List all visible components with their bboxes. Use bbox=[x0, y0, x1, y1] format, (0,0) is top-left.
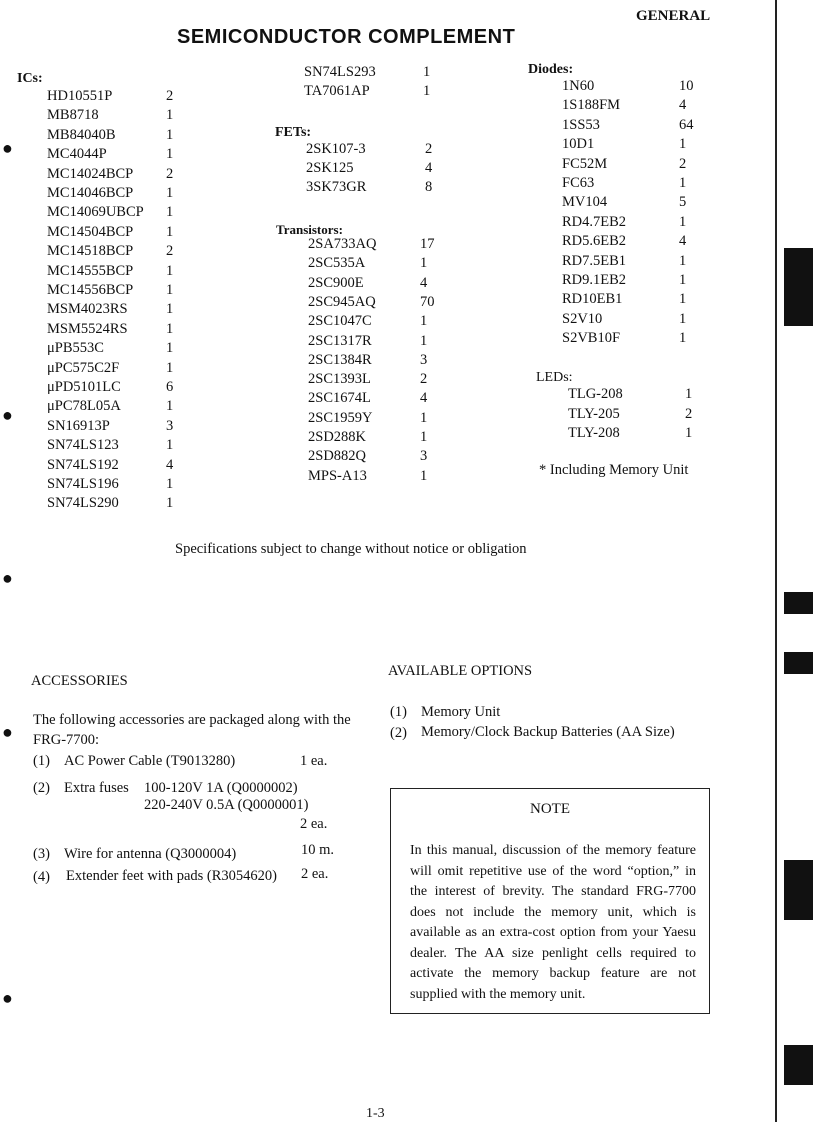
footnote: * Including Memory Unit bbox=[539, 462, 689, 478]
option-num: (2) bbox=[390, 725, 407, 741]
edge-tab bbox=[784, 652, 813, 674]
edge-line bbox=[775, 0, 777, 1122]
component-name: TA7061AP bbox=[304, 83, 370, 99]
accessory-num: (4) bbox=[33, 869, 50, 885]
accessories-heading: ACCESSORIES bbox=[31, 673, 128, 689]
component-qty: 1 bbox=[420, 313, 428, 329]
option-text: Memory Unit bbox=[421, 704, 501, 720]
component-name: RD5.6EB2 bbox=[562, 233, 627, 249]
component-name: MPS-A13 bbox=[308, 468, 367, 484]
component-name: MB84040B bbox=[47, 127, 116, 143]
component-name: MSM4023RS bbox=[47, 301, 128, 317]
component-qty: 6 bbox=[166, 379, 174, 395]
accessory-text: Wire for antenna (Q3000004) bbox=[64, 846, 237, 862]
component-name: MC14555BCP bbox=[47, 263, 134, 279]
component-name: TLY-208 bbox=[568, 425, 620, 441]
spec-notice: Specifications subject to change without notice or obligation bbox=[175, 541, 527, 557]
component-qty: 1 bbox=[420, 333, 428, 349]
component-qty: 4 bbox=[679, 97, 687, 113]
component-name: 2SD882Q bbox=[308, 448, 367, 464]
component-name: S2V10 bbox=[562, 311, 603, 327]
accessory-text: AC Power Cable (T9013280) bbox=[64, 753, 236, 769]
component-qty: 64 bbox=[679, 117, 694, 133]
component-qty: 2 bbox=[420, 371, 428, 387]
component-name: SN74LS196 bbox=[47, 476, 119, 492]
component-name: MC14046BCP bbox=[47, 185, 134, 201]
leds-label: LEDs: bbox=[536, 370, 573, 385]
accessory-qty: 2 ea. bbox=[301, 866, 329, 882]
component-name: 3SK73GR bbox=[306, 179, 367, 195]
component-qty: 1 bbox=[166, 398, 174, 414]
component-name: 10D1 bbox=[562, 136, 595, 152]
component-name: MC14504BCP bbox=[47, 224, 134, 240]
accessory-qty: 1 ea. bbox=[300, 753, 328, 769]
component-qty: 1 bbox=[166, 185, 174, 201]
component-qty: 4 bbox=[420, 390, 428, 406]
fets-label: FETs: bbox=[275, 125, 312, 140]
component-qty: 5 bbox=[679, 194, 687, 210]
page-title: SEMICONDUCTOR COMPLEMENT bbox=[177, 26, 516, 48]
binder-hole-mark: ● bbox=[2, 988, 13, 1008]
component-qty: 1 bbox=[420, 410, 428, 426]
component-name: μPC575C2F bbox=[47, 360, 120, 376]
note-box bbox=[390, 788, 710, 1014]
component-qty: 8 bbox=[425, 179, 433, 195]
component-name: MB8718 bbox=[47, 107, 99, 123]
note-title: NOTE bbox=[530, 801, 570, 817]
component-qty: 1 bbox=[166, 437, 174, 453]
component-name: 2SK107-3 bbox=[306, 141, 366, 157]
component-qty: 2 bbox=[685, 406, 693, 422]
component-name: MC4044P bbox=[47, 146, 107, 162]
component-qty: 1 bbox=[685, 425, 693, 441]
component-name: MSM5524RS bbox=[47, 321, 128, 337]
component-qty: 2 bbox=[425, 141, 433, 157]
component-qty: 1 bbox=[423, 64, 431, 80]
binder-hole-mark: ● bbox=[2, 568, 13, 588]
component-qty: 3 bbox=[420, 352, 428, 368]
component-name: HD10551P bbox=[47, 88, 113, 104]
component-qty: 1 bbox=[166, 476, 174, 492]
component-name: SN74LS123 bbox=[47, 437, 119, 453]
component-qty: 10 bbox=[679, 78, 694, 94]
component-name: 2SK125 bbox=[306, 160, 354, 176]
component-name: 2SC1393L bbox=[308, 371, 371, 387]
accessory-num: (2) bbox=[33, 780, 50, 796]
section-header: GENERAL bbox=[636, 8, 711, 24]
component-qty: 4 bbox=[420, 275, 428, 291]
component-qty: 1 bbox=[166, 204, 174, 220]
accessory-num: (3) bbox=[33, 846, 50, 862]
component-qty: 1 bbox=[679, 175, 687, 191]
component-name: SN74LS293 bbox=[304, 64, 376, 80]
page-edge-strip bbox=[772, 0, 813, 1122]
component-qty: 1 bbox=[679, 272, 687, 288]
binder-hole-mark: ● bbox=[2, 138, 13, 158]
edge-tab bbox=[784, 592, 813, 614]
accessories-intro: The following accessories are packaged along with the FRG-7700: bbox=[33, 712, 351, 748]
component-name: RD9.1EB2 bbox=[562, 272, 627, 288]
page-number: 1-3 bbox=[366, 1106, 385, 1121]
component-name: 2SC535A bbox=[308, 255, 366, 271]
component-name: 2SC1674L bbox=[308, 390, 371, 406]
component-name: 2SC1317R bbox=[308, 333, 372, 349]
diodes-label: Diodes: bbox=[528, 62, 574, 77]
note-body: In this manual, discussion of the memory feature will omit repetitive use of the word “option,” in the interest of brevity. The standard FRG-7700 does not include the memory unit, which is available as an extra-cost option from your Yaesu dealer. The AA size penlight cells required to activate the memory backup feature are not supplied with the memory unit. bbox=[410, 843, 696, 1002]
component-qty: 4 bbox=[166, 457, 174, 473]
component-name: FC52M bbox=[562, 156, 608, 172]
component-name: μPC78L05A bbox=[47, 398, 121, 414]
component-qty: 1 bbox=[679, 214, 687, 230]
binder-hole-mark: ● bbox=[2, 405, 13, 425]
component-name: 2SA733AQ bbox=[308, 236, 377, 252]
accessory-qty: 2 ea. bbox=[300, 816, 328, 832]
component-name: μPB553C bbox=[47, 340, 104, 356]
accessory-text: Extender feet with pads (R3054620) bbox=[66, 868, 278, 884]
component-qty: 1 bbox=[166, 127, 174, 143]
component-qty: 1 bbox=[166, 146, 174, 162]
component-qty: 1 bbox=[166, 263, 174, 279]
component-qty: 1 bbox=[679, 253, 687, 269]
component-qty: 1 bbox=[679, 291, 687, 307]
component-name: 1SS53 bbox=[562, 117, 600, 133]
component-name: 2SC1959Y bbox=[308, 410, 373, 426]
accessory-num: (1) bbox=[33, 753, 50, 769]
component-name: 1S188FM bbox=[562, 97, 621, 113]
component-qty: 1 bbox=[166, 282, 174, 298]
component-name: MC14024BCP bbox=[47, 166, 134, 182]
component-qty: 1 bbox=[679, 311, 687, 327]
binder-hole-mark: ● bbox=[2, 722, 13, 742]
component-name: 2SC900E bbox=[308, 275, 364, 291]
component-name: SN74LS192 bbox=[47, 457, 119, 473]
component-name: 2SC1384R bbox=[308, 352, 372, 368]
option-num: (1) bbox=[390, 704, 407, 720]
accessory-text: Extra fuses bbox=[64, 780, 129, 796]
component-name: MC14518BCP bbox=[47, 243, 134, 259]
component-qty: 3 bbox=[420, 448, 428, 464]
component-qty: 1 bbox=[420, 429, 428, 445]
component-qty: 1 bbox=[420, 255, 428, 271]
edge-tab bbox=[784, 860, 813, 920]
component-qty: 1 bbox=[679, 330, 687, 346]
component-qty: 1 bbox=[423, 83, 431, 99]
options-heading: AVAILABLE OPTIONS bbox=[388, 663, 533, 679]
component-name: SN16913P bbox=[47, 418, 110, 434]
component-name: 2SC1047C bbox=[308, 313, 372, 329]
component-name: μPD5101LC bbox=[47, 379, 121, 395]
component-name: 2SD288K bbox=[308, 429, 367, 445]
component-qty: 2 bbox=[166, 166, 174, 182]
accessory-fuse-line1: 100-120V 1A (Q0000002) bbox=[144, 780, 298, 796]
component-name: SN74LS290 bbox=[47, 495, 119, 511]
component-qty: 1 bbox=[685, 386, 693, 402]
accessory-fuse-line2: 220-240V 0.5A (Q0000001) bbox=[144, 797, 309, 813]
component-name: TLG-208 bbox=[568, 386, 623, 402]
option-text: Memory/Clock Backup Batteries (AA Size) bbox=[421, 724, 675, 740]
component-name: RD7.5EB1 bbox=[562, 253, 627, 269]
component-qty: 1 bbox=[679, 136, 687, 152]
component-name: MV104 bbox=[562, 194, 608, 210]
component-qty: 1 bbox=[420, 468, 428, 484]
component-qty: 1 bbox=[166, 107, 174, 123]
component-name: 1N60 bbox=[562, 78, 595, 94]
component-qty: 1 bbox=[166, 360, 174, 376]
ics-label: ICs: bbox=[17, 71, 43, 86]
component-qty: 3 bbox=[166, 418, 174, 434]
edge-tab bbox=[784, 1045, 813, 1085]
component-qty: 2 bbox=[679, 156, 687, 172]
component-qty: 1 bbox=[166, 340, 174, 356]
transistors-label: Transistors: bbox=[276, 222, 343, 237]
edge-tab bbox=[784, 248, 813, 326]
component-qty: 1 bbox=[166, 495, 174, 511]
component-qty: 70 bbox=[420, 294, 435, 310]
component-name: FC63 bbox=[562, 175, 595, 191]
component-name: TLY-205 bbox=[568, 406, 620, 422]
component-name: S2VB10F bbox=[562, 330, 621, 346]
component-name: MC14556BCP bbox=[47, 282, 134, 298]
accessory-qty: 10 m. bbox=[301, 842, 335, 858]
component-name: 2SC945AQ bbox=[308, 294, 376, 310]
component-qty: 1 bbox=[166, 224, 174, 240]
component-qty: 4 bbox=[425, 160, 433, 176]
component-qty: 2 bbox=[166, 243, 174, 259]
component-qty: 2 bbox=[166, 88, 174, 104]
component-name: MC14069UBCP bbox=[47, 204, 144, 220]
component-qty: 1 bbox=[166, 301, 174, 317]
component-qty: 4 bbox=[679, 233, 687, 249]
component-name: RD10EB1 bbox=[562, 291, 623, 307]
component-name: RD4.7EB2 bbox=[562, 214, 627, 230]
component-qty: 17 bbox=[420, 236, 435, 252]
component-qty: 1 bbox=[166, 321, 174, 337]
